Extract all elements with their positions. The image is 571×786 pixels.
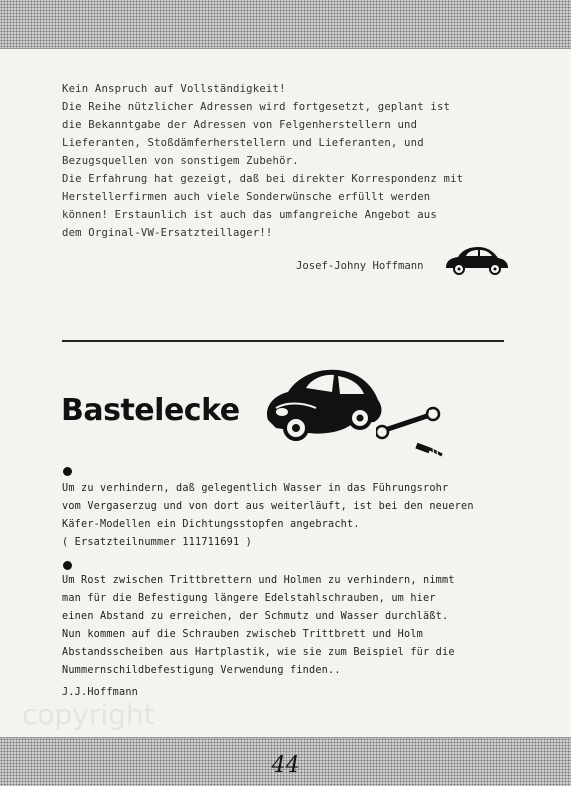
tip-1 [62, 480, 474, 552]
intro-line: können! Erstaunlich ist auch das umfangreiche Angebot aus [62, 209, 437, 221]
top-dotted-band [0, 0, 571, 49]
intro-line: die Bekanntgabe der Adressen von Felgenherstellern und [62, 119, 418, 131]
tools-illustration [376, 405, 450, 461]
tip-line: ( Ersatzteilnummer 111711691 ) [62, 537, 253, 548]
intro-text [62, 80, 463, 242]
copyright-watermark: copyright [22, 698, 155, 731]
beetle-car-large-icon [262, 362, 386, 446]
tip-line: Abstandsscheiben aus Hartplastik, wie sie zum Beispiel für die [62, 647, 455, 658]
intro-line: Die Reihe nützlicher Adressen wird fortgesetzt, geplant ist [62, 101, 451, 113]
intro-line: Herstellerfirmen auch viele Sonderwünsche erfüllt werden [62, 191, 431, 203]
section-author: J.J.Hoffmann [62, 687, 139, 698]
tip-2 [62, 572, 455, 680]
section-divider [62, 340, 504, 342]
bullet-tip-1 [63, 467, 72, 476]
intro-line: Lieferanten, Stoßdämferherstellern und Lieferanten, und [62, 137, 424, 149]
tip-line: Käfer-Modellen ein Dichtungsstopfen angebracht. [62, 519, 360, 530]
screw-icon [415, 443, 442, 456]
tip-line: Nummernschildbefestigung Verwendung finden.. [62, 665, 341, 676]
intro-line: Bezugsquellen von sonstigem Zubehör. [62, 155, 299, 167]
tip-line: Nun kommen auf die Schrauben zwischeb Trittbrett und Holm [62, 629, 424, 640]
intro-line: Die Erfahrung hat gezeigt, daß bei direkter Korrespondenz mit [62, 173, 464, 185]
tip-line: Um zu verhindern, daß gelegentlich Wasser in das Führungsrohr [62, 483, 449, 494]
tip-line: einen Abstand zu erreichen, der Schmutz und Wasser durchläßt. [62, 611, 449, 622]
tip-line: vom Vergaserzug und von dort aus weiterläuft, ist bei den neueren [62, 501, 474, 512]
bullet-tip-2 [63, 561, 72, 570]
wrench-icon [376, 408, 439, 438]
tip-line: Um Rost zwischen Trittbrettern und Holmen zu verhindern, nimmt [62, 575, 455, 586]
tip-line: man für die Befestigung längere Edelstahlschrauben, um hier [62, 593, 436, 604]
beetle-car-small-icon [442, 244, 510, 276]
intro-line: Kein Anspruch auf Vollständigkeit! [62, 83, 286, 95]
intro-line: dem Orginal-VW-Ersatzteillager!! [62, 227, 273, 239]
intro-signature: Josef-Johny Hoffmann [296, 260, 424, 272]
section-heading: Bastelecke [61, 393, 240, 428]
page-number: 44 [271, 753, 300, 778]
